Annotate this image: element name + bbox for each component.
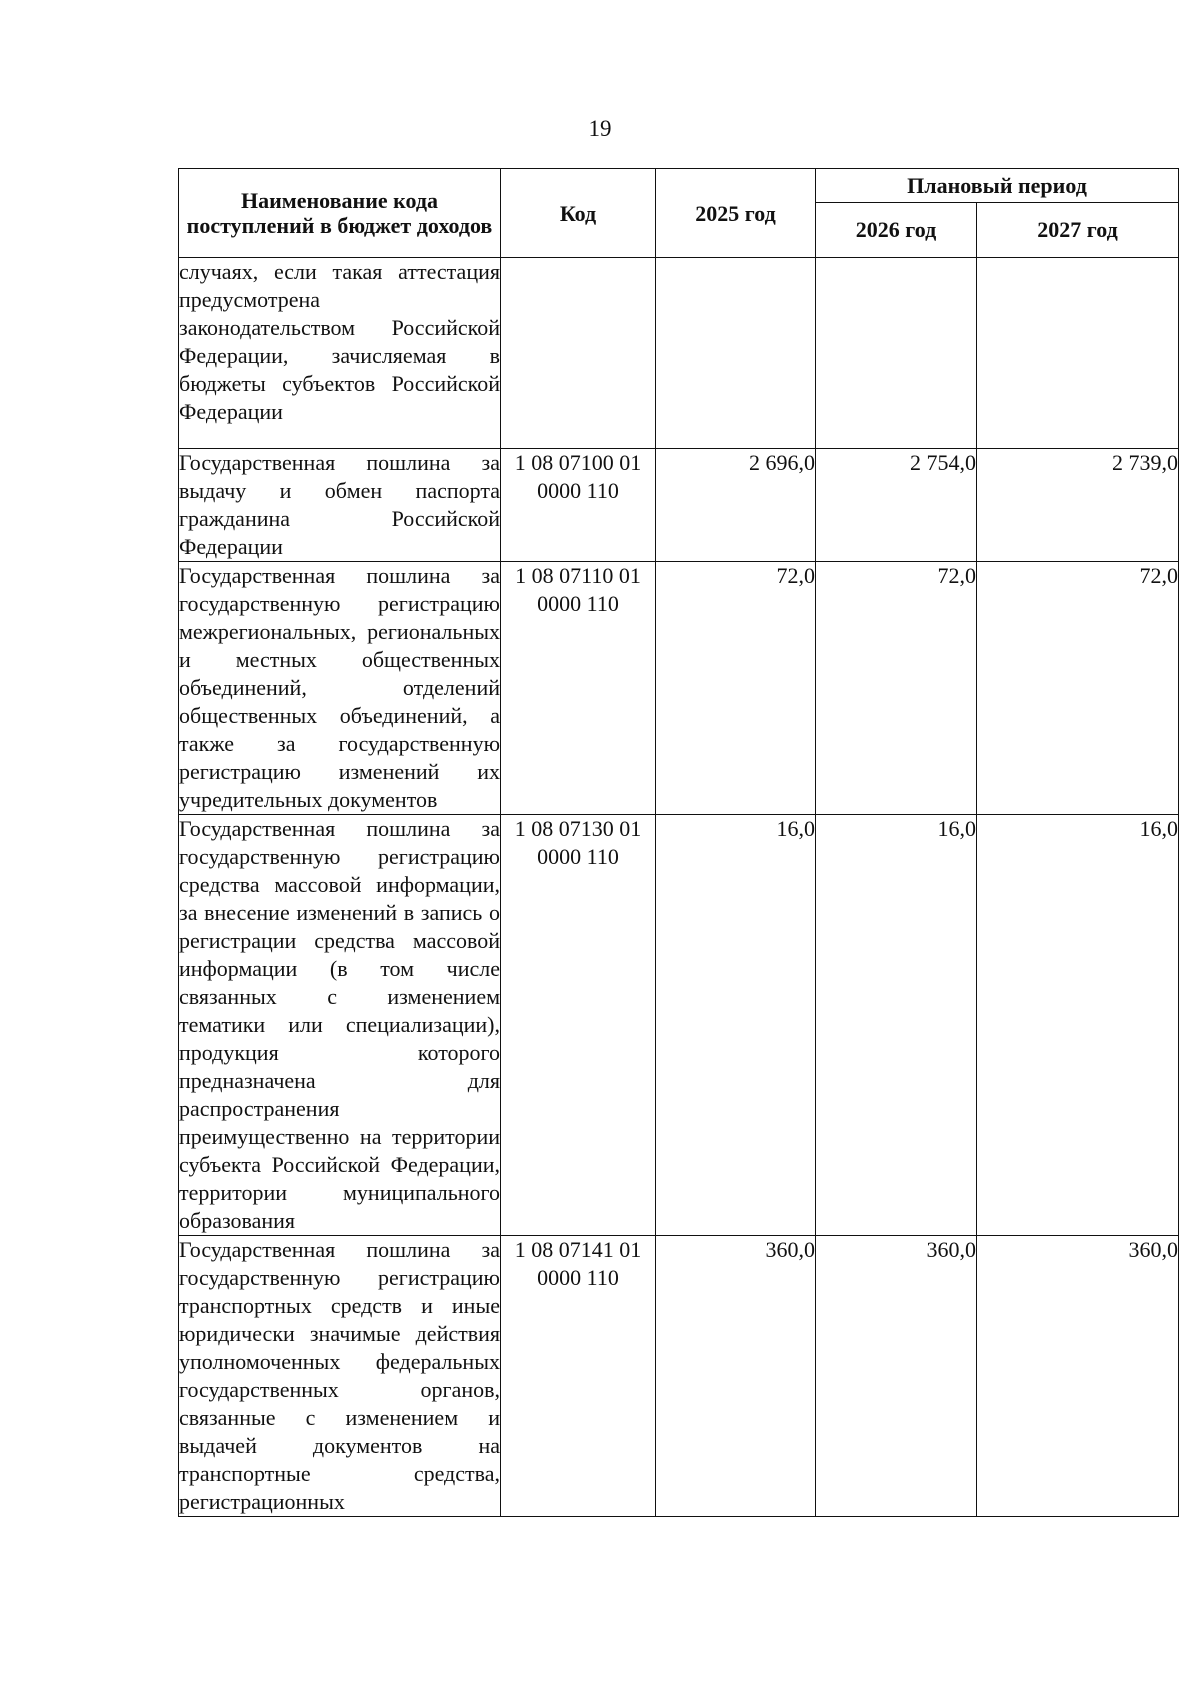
row-value-2025: 2 696,0 [656, 449, 816, 562]
row-name: Государственная пошлина за государственную регистрацию межрегиональных, региональных и местных общественных объединений, отделений общественных объединений, а также за государственную регистрацию изменений их учредительных документов [179, 562, 501, 815]
row-code: 1 08 07130 01 0000 110 [501, 815, 656, 1236]
row-name: Государственная пошлина за выдачу и обмен паспорта гражданина Российской Федерации [179, 449, 501, 562]
table-row [179, 449, 1179, 562]
header-2026: 2026 год [816, 202, 977, 257]
header-code: Код [501, 169, 656, 258]
row-name: Государственная пошлина за государственную регистрацию средства массовой информации, за внесение изменений в запись о регистрации средства массовой информации (в том числе связанных с изменением тематики или специализации), продукция которого предназначена для распространения преимущественно на территории субъекта Российской Федерации, территории муниципального образования [179, 815, 501, 1236]
row-value-2027: 2 739,0 [977, 449, 1179, 562]
table-row [179, 258, 1179, 449]
row-value-2026: 2 754,0 [816, 449, 977, 562]
row-value-2026: 72,0 [816, 562, 977, 815]
row-value-2026: 360,0 [816, 1236, 977, 1517]
row-value-2025 [656, 258, 816, 449]
page-number: 19 [588, 116, 612, 141]
row-value-2025: 72,0 [656, 562, 816, 815]
row-code [501, 258, 656, 449]
row-value-2027: 16,0 [977, 815, 1179, 1236]
row-value-2027: 360,0 [977, 1236, 1179, 1517]
header-planned-period: Плановый период [816, 169, 1179, 203]
row-code: 1 08 07100 01 0000 110 [501, 449, 656, 562]
row-value-2026: 16,0 [816, 815, 977, 1236]
table-row [179, 562, 1179, 815]
row-code: 1 08 07110 01 0000 110 [501, 562, 656, 815]
table-row [179, 815, 1179, 1236]
row-code: 1 08 07141 01 0000 110 [501, 1236, 656, 1517]
row-value-2025: 360,0 [656, 1236, 816, 1517]
header-2027: 2027 год [977, 202, 1179, 257]
table-header [179, 169, 1179, 258]
row-value-2027: 72,0 [977, 562, 1179, 815]
row-value-2025: 16,0 [656, 815, 816, 1236]
row-name: случаях, если такая аттестация предусмотрена законодательством Российской Федерации, зачисляемая в бюджеты субъектов Российской Федерации [179, 258, 501, 449]
row-name: Государственная пошлина за государственную регистрацию транспортных средств и иные юридически значимые действия уполномоченных федеральных государственных органов, связанные с изменением и выдачей документов на транспортные средства, регистрационных [179, 1236, 501, 1517]
table-row [179, 1236, 1179, 1517]
row-value-2027 [977, 258, 1179, 449]
revenue-table [178, 168, 1179, 1517]
header-2025: 2025 год [656, 169, 816, 258]
row-value-2026 [816, 258, 977, 449]
header-name: Наименование кода поступлений в бюджет доходов [179, 169, 501, 258]
